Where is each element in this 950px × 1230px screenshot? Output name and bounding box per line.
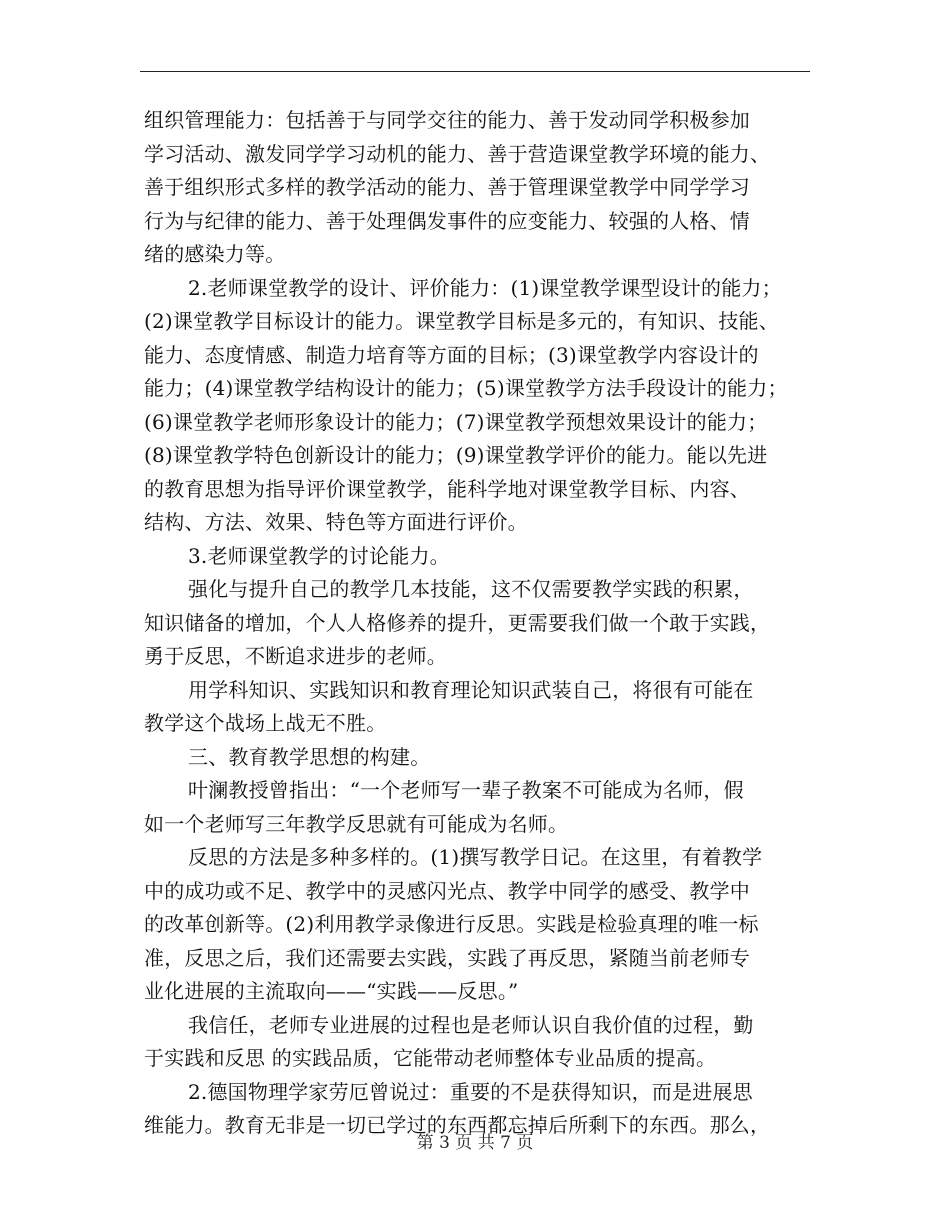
text-line: 2.老师课堂教学的设计、评价能力：(1)课堂教学课型设计的能力； xyxy=(188,275,782,300)
text-line: 于实践和反思 的实践品质，它能带动老师整体专业品质的提高。 xyxy=(144,1046,717,1070)
text-line: 反思的方法是多种多样的。(1)撰写教学日记。在这里，有着教学 xyxy=(188,845,763,869)
document-body xyxy=(144,104,824,1143)
text-line: 的改革创新等。(2)利用教学录像进行反思。实践是检验真理的唯一标 xyxy=(144,912,759,936)
text-line: (2)课堂教学目标设计的能力。课堂教学目标是多元的，有知识、技能、 xyxy=(144,309,779,333)
text-line: 如一个老师写三年教学反思就有可能成为名师。 xyxy=(144,811,569,836)
text-line: 教学这个战场上战无不胜。 xyxy=(144,711,387,735)
text-line: 我信任，老师专业进展的过程也是老师认识自我价值的过程，勤 xyxy=(188,1012,754,1037)
text-line: 准，反思之后，我们还需要去实践，实践了再反思，紧随当前老师专 xyxy=(144,945,750,970)
text-line: 3.老师课堂教学的讨论能力。 xyxy=(188,543,450,568)
text-line: 能力、态度情感、制造力培育等方面的目标；(3)课堂教学内容设计的 xyxy=(144,342,759,367)
text-line: 中的成功或不足、教学中的灵感闪光点、教学中同学的感受、教学中 xyxy=(144,878,750,903)
header-rule xyxy=(140,71,810,72)
text-line: 知识储备的增加，个人人格修养的提升，更需要我们做一个敢于实践， xyxy=(144,610,771,635)
text-line: (8)课堂教学特色创新设计的能力；(9)课堂教学评价的能力。能以先进 xyxy=(144,443,768,467)
text-line: 业化进展的主流取向——“实践——反思。” xyxy=(144,979,519,1003)
text-line: 能力；(4)课堂教学结构设计的能力；(5)课堂教学方法手段设计的能力； xyxy=(144,376,788,400)
text-line: 叶澜教授曾指出：“一个老师写一辈子教案不可能成为名师，假 xyxy=(188,778,744,802)
text-line: 2.德国物理学家劳厄曾说过：重要的不是获得知识，而是进展思 xyxy=(188,1079,753,1104)
text-line: 用学科知识、实践知识和教育理论知识武装自己，将很有可能在 xyxy=(188,677,754,702)
text-line: 学习活动、激发同学学习动机的能力、善于营造课堂教学环境的能力、 xyxy=(144,141,771,166)
text-line: 结构、方法、效果、特色等方面进行评价。 xyxy=(144,510,528,534)
text-line: 善于组织形式多样的教学活动的能力、善于管理课堂教学中同学学习 xyxy=(144,175,750,199)
text-line: 强化与提升自己的教学几本技能，这不仅需要教学实践的积累， xyxy=(188,577,754,601)
text-line: (6)课堂教学老师形象设计的能力；(7)课堂教学预想效果设计的能力； xyxy=(144,409,768,434)
text-line: 维能力。教育无非是一切已学过的东西都忘掉后所剩下的东西。那么， xyxy=(144,1113,771,1137)
page-footer: 第 3 页 共 7 页 xyxy=(416,1133,534,1153)
text-line: 勇于反思，不断追求进步的老师。 xyxy=(144,644,447,668)
text-line: 组织管理能力：包括善于与同学交往的能力、善于发动同学积极参加 xyxy=(144,108,750,132)
text-line: 行为与纪律的能力、善于处理偶发事件的应变能力、较强的人格、情 xyxy=(144,208,750,233)
text-line: 的教育思想为指导评价课堂教学，能科学地对课堂教学目标、内容、 xyxy=(144,476,750,501)
text-line: 三、教育教学思想的构建。 xyxy=(188,744,431,769)
text-line: 绪的感染力等。 xyxy=(144,242,286,266)
